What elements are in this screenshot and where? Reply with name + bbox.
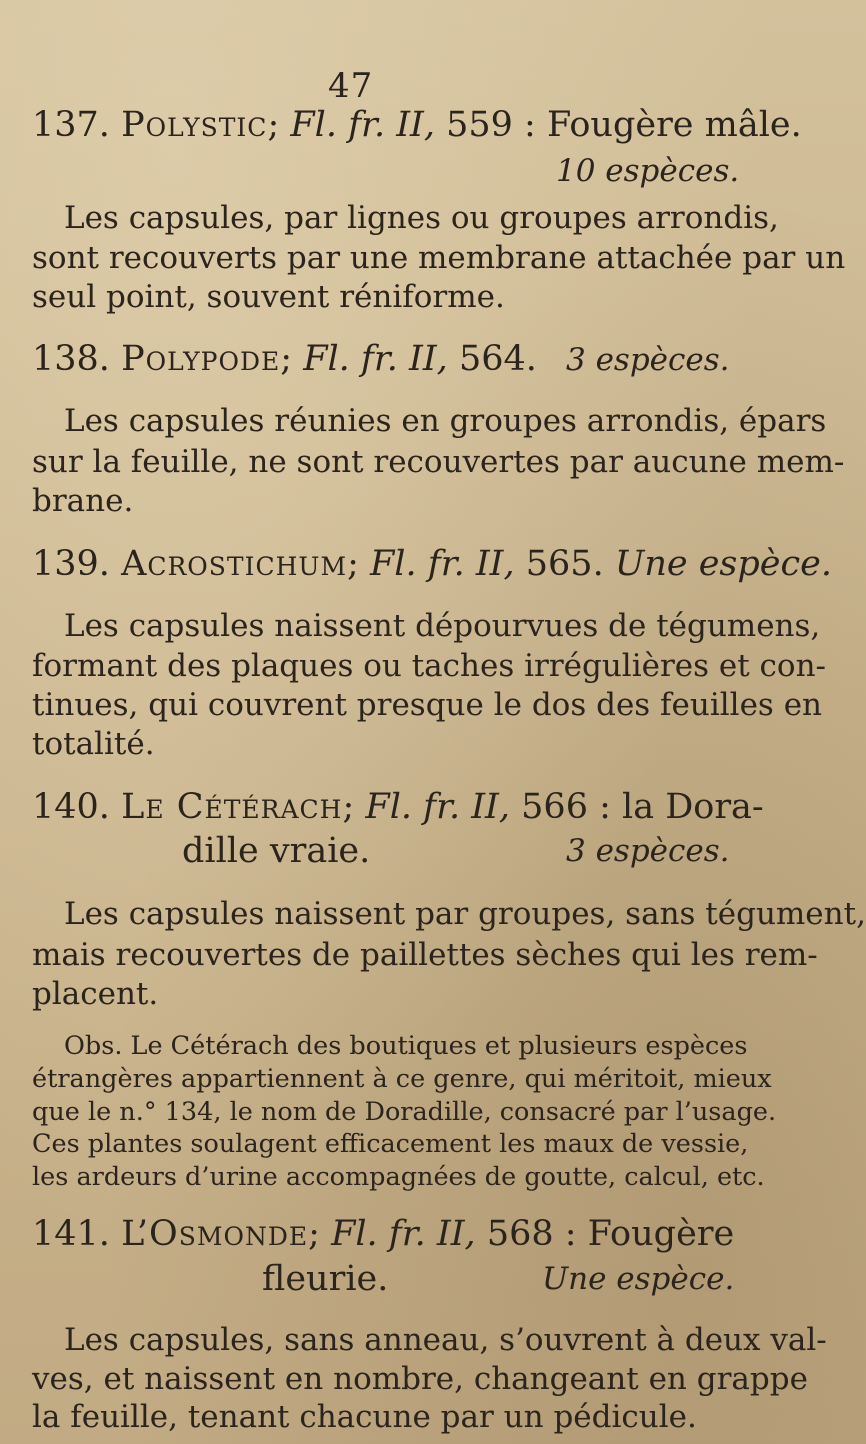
observation-line: Obs. Le Cétérach des boutiques et plusieurs espèces [64,1030,748,1061]
entry-heading-140 [32,788,783,826]
genus-name: Acrostichum [121,544,348,585]
entry-number: 141. [32,1214,110,1255]
entry-heading-continuation: fleurie. [262,1258,389,1299]
flora-reference: Fl. fr. II, [370,544,515,585]
separator: ; [267,105,280,146]
entry-heading-rest: 566 : la Dora- [521,786,764,827]
observation-line: étrangères appartiennent à ce genre, qui méritoit, mieux [32,1063,772,1094]
entry-body-line: Les capsules, sans anneau, s’ouvrent à deux val- [64,1321,827,1358]
separator: ; [347,544,359,585]
entry-body-line: la feuille, tenant chacune par un pédicule. [32,1399,697,1435]
entry-body-line: ves, et naissent en nombre, changeant en grappe [32,1361,808,1398]
entry-body-line: Les capsules réunies en groupes arrondis, épars [64,403,827,440]
species-count: Une espèce. [614,544,832,585]
species-count: Une espèce. [542,1260,735,1297]
species-count: 3 espèces. [566,342,730,379]
entry-number: 138. [32,339,110,380]
entry-heading-rest: 564. [458,339,537,380]
entry-heading-137 [32,105,802,146]
entry-heading-rest: 559 : Fougère mâle. [446,105,802,146]
species-count: 10 espèces. [556,152,740,189]
entry-heading-139 [32,544,832,585]
separator: ; [308,1214,320,1255]
entry-number: 140. [32,786,110,827]
entry-heading-continuation: dille vraie. [182,831,371,872]
entry-body-line: sont recouverts par une membrane attachée par un [32,239,846,276]
entry-body-line: brane. [32,483,134,520]
flora-reference: Fl. fr. II, [365,786,511,827]
flora-reference: Fl. fr. II, [331,1214,476,1255]
entry-body-line: placent. [32,975,159,1012]
entry-heading-rest: 565. [525,544,604,585]
separator: ; [280,339,293,380]
entry-body-line: totalité. [32,726,155,763]
flora-reference: Fl. fr. II, [303,339,448,380]
entry-body-line: tinues, qui couvrent presque le dos des feuilles en [32,687,823,724]
flora-reference: Fl. fr. II, [290,105,435,146]
entry-body-line: formant des plaques ou taches irrégulières et con- [32,647,827,684]
page-number: 47 [328,66,374,106]
entry-body-line: Les capsules naissent dépourvues de tégumens, [64,608,821,645]
entry-body-line: Les capsules, par lignes ou groupes arrondis, [64,200,779,237]
observation-line: Ces plantes soulagent efficacement les maux de vessie, [32,1129,749,1160]
entry-body-line: sur la feuille, ne sont recouvertes par aucune mem- [32,443,845,480]
entry-body-line: Les capsules naissent par groupes, sans tégument, [64,896,866,933]
entry-number: 137. [32,105,110,146]
genus-name: Polystic [121,105,268,146]
observation-line: que le n.° 134, le nom de Doradille, consacré par l’usage. [32,1096,777,1127]
entry-heading-rest: 568 : Fougère [486,1214,735,1255]
entry-number: 139. [32,544,110,585]
entry-heading-141 [32,1215,783,1253]
genus-name: L’Osmonde [121,1214,309,1255]
entry-body-line: seul point, souvent réniforme. [32,279,505,316]
entry-body-line: mais recouvertes de paillettes sèches qui les rem- [32,936,818,973]
separator: ; [342,786,355,827]
genus-name: Le Cétérach [121,786,343,827]
species-count: 3 espèces. [566,833,730,870]
observation-line: les ardeurs d’urine accompagnées de goutte, calcul, etc. [32,1162,765,1193]
genus-name: Polypode [121,339,281,380]
